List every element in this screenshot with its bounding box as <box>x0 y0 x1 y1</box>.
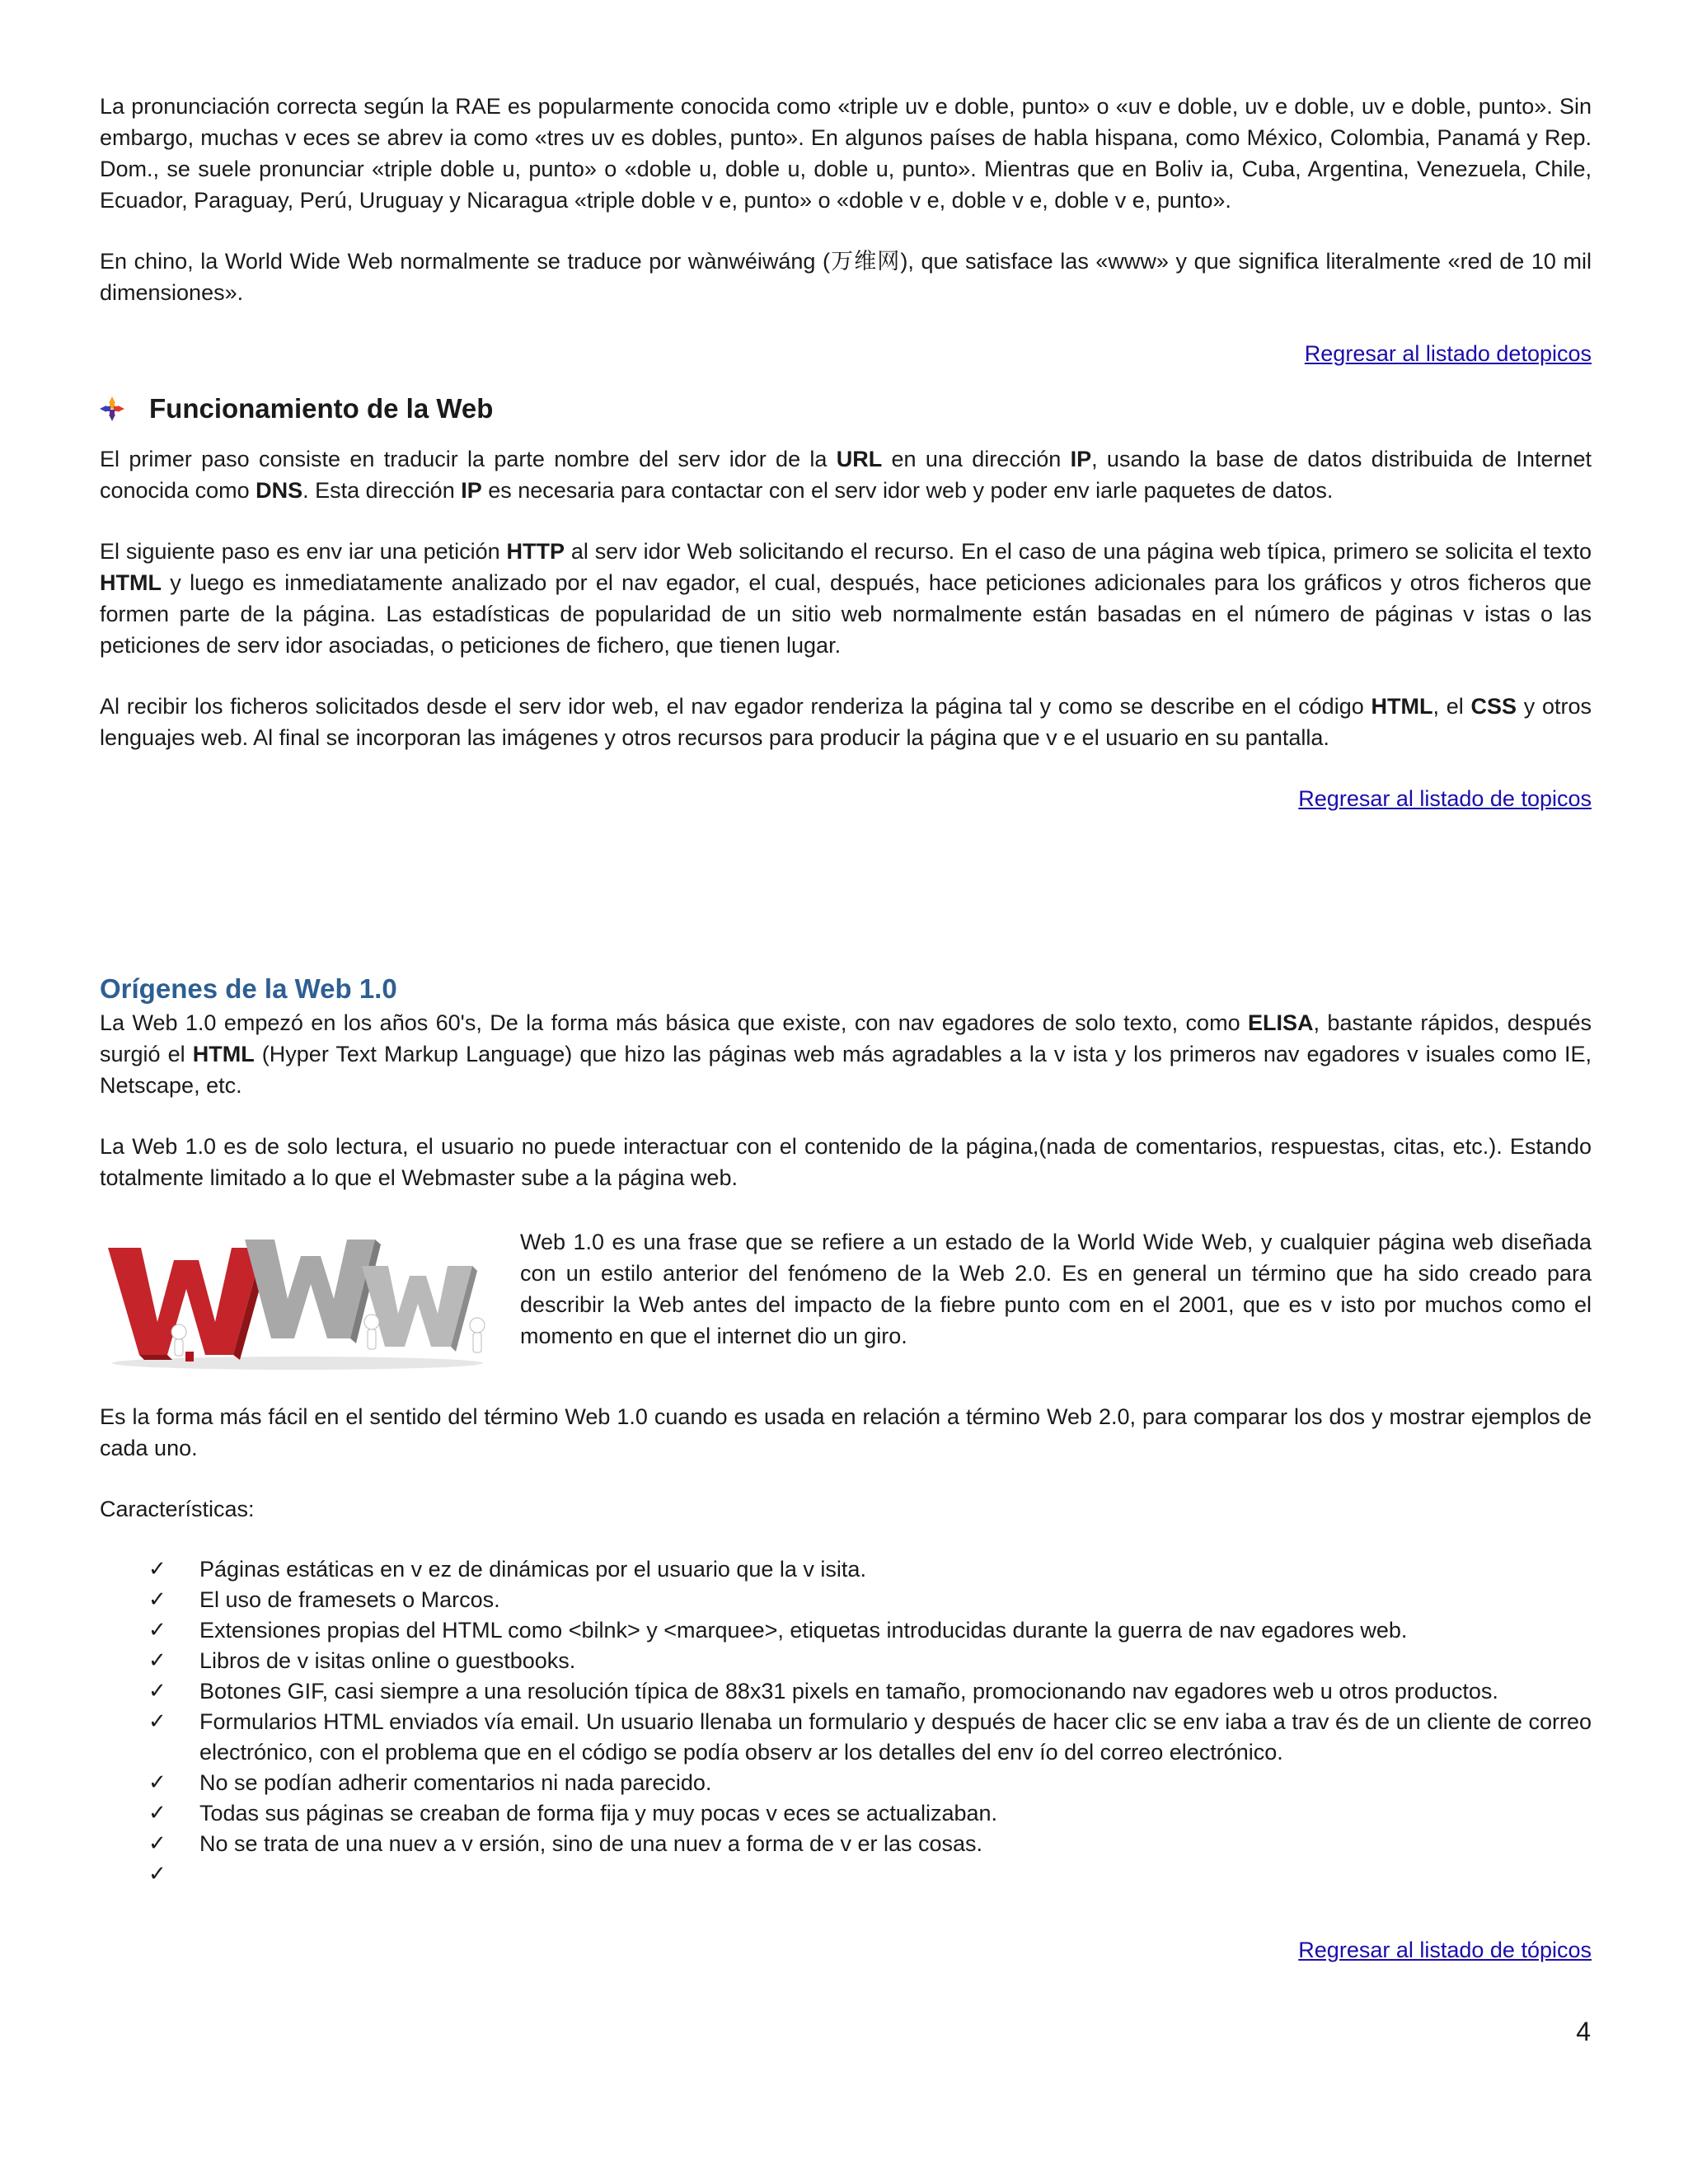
feature-item <box>100 1798 1592 1829</box>
checkmark-icon: ✓ <box>148 1618 166 1643</box>
feature-text: Libros de v isitas online o guestbooks. <box>199 1648 576 1673</box>
paragraph-origenes-2: La Web 1.0 es de solo lectura, el usuario no puede interactuar con el contenido de la página,(nada de comentarios, respuestas, citas, etc.). Estando totalmente limitado a lo que el Webmaster sube a la página web. <box>100 1134 1592 1190</box>
feature-text: Botones GIF, casi siempre a una resolución típica de 88x31 pixels en tamaño, promocionando nav egadores web u otros productos. <box>199 1679 1498 1704</box>
section-heading-funcionamiento <box>100 391 1592 427</box>
paragraph-origenes-3: Es la forma más fácil en el sentido del término Web 1.0 cuando es usada en relación a término Web 2.0, para comparar los dos y mostrar ejemplos de cada uno. <box>100 1404 1592 1460</box>
checkmark-icon: ✓ <box>148 1831 166 1856</box>
feature-text: Formularios HTML enviados vía email. Un usuario llenaba un formulario y después de hacer clic se env iaba a trav és de un cliente de correo electrónico, con el problema que en el código se podía observ ar los detalles del env ío del correo electrónico. <box>199 1709 1592 1765</box>
feature-item <box>100 1646 1592 1676</box>
feature-item <box>100 1829 1592 1859</box>
features-label: Características: <box>100 1497 255 1521</box>
checkmark-icon: ✓ <box>148 1679 166 1704</box>
checkmark-icon: ✓ <box>148 1770 166 1795</box>
back-to-topics-link-2[interactable]: Regresar al listado de topicos <box>1298 786 1592 811</box>
feature-text: No se trata de una nuev a v ersión, sino de una nuev a forma de v er las cosas. <box>199 1831 983 1856</box>
checkmark-icon: ✓ <box>148 1557 166 1582</box>
back-to-topics-link-3[interactable]: Regresar al listado de tópicos <box>1298 1938 1592 1962</box>
checkmark-icon: ✓ <box>148 1648 166 1673</box>
back-link-row-1 <box>100 338 1592 369</box>
arrow-bullet-icon <box>100 396 124 421</box>
back-to-topics-link-1[interactable]: Regresar al listado detopicos <box>1304 341 1592 366</box>
feature-item <box>100 1615 1592 1646</box>
feature-text: Todas sus páginas se creaban de forma fija y muy pocas v eces se actualizaban. <box>199 1801 998 1825</box>
paragraph-origenes-1: La Web 1.0 empezó en los años 60's, De la forma más básica que existe, con nav egadores de solo texto, como ELISA, bastante rápidos, después surgió el HTML (Hyper Text Markup Language) que hizo las páginas web más agradables a la v ista y los primeros nav egadores v isuales como IE, Netscape, etc. <box>100 1010 1592 1098</box>
figure-row <box>100 1223 1592 1371</box>
feature-text: Extensiones propias del HTML como <bilnk> y <marquee>, etiquetas introducidas durante la guerra de nav egadores web. <box>199 1618 1408 1643</box>
feature-item <box>100 1554 1592 1585</box>
feature-text: No se podían adherir comentarios ni nada parecido. <box>199 1770 712 1795</box>
back-link-row-3 <box>100 1934 1592 1966</box>
figure-caption-text: Web 1.0 es una frase que se refiere a un estado de la World Wide Web, y cualquier página web diseñada con un estilo anterior del fenómeno de la Web 2.0. Es en general un término que ha sido creado para describir la Web antes del impacto de la fiebre punto com en el 2001, que es v isto por muchos como el momento en que el internet dio un giro. <box>520 1230 1592 1348</box>
paragraph-web-step-1: El primer paso consiste en traducir la parte nombre del serv idor de la URL en una dirección IP, usando la base de datos distribuida de Internet conocida como DNS. Esta dirección IP es necesaria para contactar con el serv idor web y poder env iarle paquetes de datos. <box>100 447 1592 503</box>
feature-text: Páginas estáticas en v ez de dinámicas por el usuario que la v isita. <box>199 1557 866 1582</box>
paragraph-web-step-3: Al recibir los ficheros solicitados desde el serv idor web, el nav egador renderiza la página tal y como se describe en el código HTML, el CSS y otros lenguajes web. Al final se incorporan las imágenes y otros recursos para producir la página que v e el usuario en su pantalla. <box>100 694 1592 750</box>
page-number: 4 <box>1576 2017 1591 2046</box>
page-content <box>100 91 1592 1966</box>
back-link-row-2 <box>100 783 1592 814</box>
checkmark-icon: ✓ <box>148 1709 166 1734</box>
checkmark-icon: ✓ <box>148 1801 166 1825</box>
feature-text: El uso de framesets o Marcos. <box>199 1587 500 1612</box>
section-title-origenes: Orígenes de la Web 1.0 <box>100 973 397 1004</box>
feature-item <box>100 1707 1592 1768</box>
paragraph-pronunciation: La pronunciación correcta según la RAE es popularmente conocida como «triple uv e doble, punto» o «uv e doble, uv e doble, uv e doble, punto». Sin embargo, muchas v eces se abrev ia como «tres uv es dobles, punto». En algunos países de habla hispana, como México, Colombia, Panamá y Rep. Dom., se suele pronunciar «triple doble u, punto» o «doble u, doble u, doble u, punto». Mientras que en Boliv ia, Cuba, Argentina, Venezuela, Chile, Ecuador, Paraguay, Perú, Uruguay y Nicaragua «triple doble v e, punto» o «doble v e, doble v e, doble v e, punto». <box>100 94 1592 213</box>
paragraph-chinese: En chino, la World Wide Web normalmente se traduce por wànwéiwáng (万维网), que satisface las «www» y que significa literalmente «red de 10 mil dimensiones». <box>100 249 1592 305</box>
feature-item <box>100 1585 1592 1615</box>
www-3d-letters-image <box>100 1223 495 1371</box>
features-list <box>100 1554 1592 1890</box>
paragraph-web-step-2: El siguiente paso es env iar una petición HTTP al serv idor Web solicitando el recurso. En el caso de una página web típica, primero se solicita el texto HTML y luego es inmediatamente analizado por el nav egador, el cual, después, hace peticiones adicionales para los gráficos y otros ficheros que formen parte de la página. Las estadísticas de popularidad de un sitio web normalmente están basadas en el número de páginas v istas o las peticiones de serv idor asociadas, o peticiones de fichero, que tienen lugar. <box>100 539 1592 658</box>
section-title-funcionamiento: Funcionamiento de la Web <box>149 393 494 424</box>
checkmark-icon: ✓ <box>148 1862 166 1886</box>
checkmark-icon: ✓ <box>148 1587 166 1612</box>
feature-item <box>100 1859 1592 1890</box>
feature-text <box>183 1859 1592 1890</box>
feature-item <box>100 1768 1592 1798</box>
feature-item <box>100 1676 1592 1707</box>
